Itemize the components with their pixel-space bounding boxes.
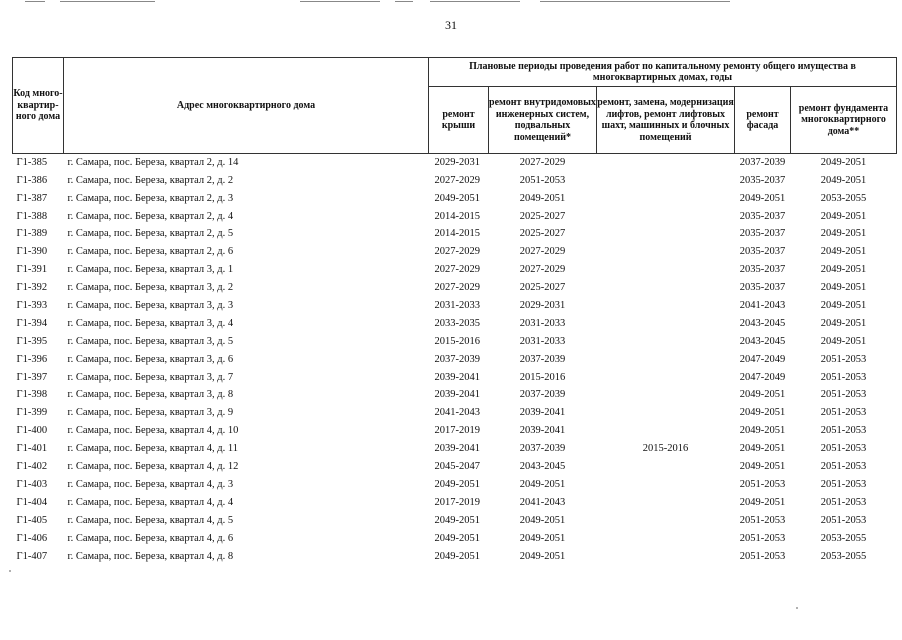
cell-lifts [597, 226, 735, 244]
cell-address: г. Самара, пос. Береза, квартал 3, д. 7 [67, 371, 234, 383]
cell-code: Г1-395 [16, 335, 48, 347]
cell-code: Г1-399 [16, 407, 48, 419]
page-number: 31 [445, 18, 457, 32]
cell-lifts [597, 387, 735, 405]
cell-roof: 2029-2031 [434, 156, 480, 168]
cell-facade: 2049-2051 [739, 496, 786, 508]
cell-facade: 2049-2051 [739, 443, 786, 455]
cell-lifts [597, 404, 735, 422]
cell-facade: 2035-2037 [739, 210, 786, 222]
table-row [13, 476, 897, 494]
cell-lifts [597, 458, 735, 476]
cell-code: Г1-407 [16, 550, 48, 562]
cell-engineering: 2049-2051 [519, 514, 566, 526]
cell-engineering: 2037-2039 [519, 353, 566, 365]
header-facade: ремонт фасада [735, 87, 791, 154]
cell-lifts [597, 548, 735, 566]
table-row [13, 315, 897, 333]
cell-roof: 2039-2041 [434, 371, 480, 383]
table-row [13, 440, 897, 458]
cell-facade: 2047-2049 [739, 371, 786, 383]
cell-engineering: 2037-2039 [519, 443, 566, 455]
table-row [13, 243, 897, 261]
cell-foundation: 2051-2053 [820, 478, 867, 490]
header-engineering: ремонт внутридомовых инженерных систем, подвальных помещений* [489, 87, 597, 154]
cell-facade: 2035-2037 [739, 228, 786, 240]
cell-foundation: 2049-2051 [820, 174, 867, 186]
table-row [13, 494, 897, 512]
cell-lifts [597, 243, 735, 261]
cell-foundation: 2049-2051 [820, 300, 867, 312]
cell-roof: 2027-2029 [434, 174, 480, 186]
cell-address: г. Самара, пос. Береза, квартал 3, д. 1 [67, 264, 234, 276]
cell-foundation: 2051-2053 [820, 389, 867, 401]
cell-address: г. Самара, пос. Береза, квартал 4, д. 5 [67, 514, 234, 526]
cell-lifts [597, 315, 735, 333]
header-foundation: ремонт фундамента многоквартирного дома** [791, 87, 897, 154]
cell-code: Г1-401 [16, 443, 48, 455]
cell-address: г. Самара, пос. Береза, квартал 3, д. 2 [67, 282, 234, 294]
cell-lifts [597, 297, 735, 315]
cell-engineering: 2027-2029 [519, 156, 566, 168]
cell-facade: 2035-2037 [739, 174, 786, 186]
table-row [13, 261, 897, 279]
cell-code: Г1-394 [16, 317, 48, 329]
table-row [13, 387, 897, 405]
cell-facade: 2051-2053 [739, 478, 786, 490]
table-row [13, 333, 897, 351]
cell-roof: 2014-2015 [434, 228, 480, 240]
cell-code: Г1-398 [16, 389, 48, 401]
table-row [13, 226, 897, 244]
header-code: Код много-квартир-ного дома [13, 58, 64, 154]
cell-engineering: 2031-2033 [519, 335, 566, 347]
cell-engineering: 2049-2051 [519, 532, 566, 544]
cell-engineering: 2041-2043 [519, 496, 566, 508]
cell-foundation: 2051-2053 [820, 407, 867, 419]
cell-roof: 2015-2016 [434, 335, 480, 347]
cell-engineering: 2025-2027 [519, 282, 566, 294]
cell-address: г. Самара, пос. Береза, квартал 3, д. 4 [67, 317, 234, 329]
cell-address: г. Самара, пос. Береза, квартал 3, д. 8 [67, 389, 234, 401]
cell-engineering: 2049-2051 [519, 550, 566, 562]
cell-engineering: 2051-2053 [519, 174, 566, 186]
cell-roof: 2049-2051 [434, 532, 480, 544]
cell-address: г. Самара, пос. Береза, квартал 2, д. 2 [67, 174, 234, 186]
cell-foundation: 2049-2051 [820, 246, 867, 258]
cell-code: Г1-385 [16, 156, 48, 168]
header-planned-periods: Плановые периоды проведения работ по капитальному ремонту общего имущества в многоквартирных домах, годы [429, 58, 897, 87]
cell-address: г. Самара, пос. Береза, квартал 2, д. 6 [67, 246, 234, 258]
table-row [13, 297, 897, 315]
header-roof: ремонт крыши [429, 87, 489, 154]
table-row [13, 369, 897, 387]
cell-roof: 2031-2033 [434, 300, 480, 312]
cell-foundation: 2051-2053 [820, 371, 867, 383]
cell-code: Г1-403 [16, 478, 48, 490]
cell-engineering: 2031-2033 [519, 317, 566, 329]
cell-address: г. Самара, пос. Береза, квартал 4, д. 8 [67, 550, 234, 562]
cell-lifts: 2015-2016 [642, 443, 689, 455]
cell-lifts [597, 476, 735, 494]
cell-roof: 2039-2041 [434, 389, 480, 401]
table-row [13, 458, 897, 476]
cell-address: г. Самара, пос. Береза, квартал 3, д. 5 [67, 335, 234, 347]
cell-engineering: 2037-2039 [519, 389, 566, 401]
cell-address: г. Самара, пос. Береза, квартал 4, д. 11 [67, 443, 238, 455]
cell-lifts [597, 261, 735, 279]
cell-address: г. Самара, пос. Береза, квартал 3, д. 9 [67, 407, 234, 419]
cell-address: г. Самара, пос. Береза, квартал 3, д. 6 [67, 353, 234, 365]
cell-facade: 2035-2037 [739, 246, 786, 258]
cell-facade: 2035-2037 [739, 282, 786, 294]
table-row [13, 208, 897, 226]
cell-facade: 2035-2037 [739, 264, 786, 276]
cell-facade: 2043-2045 [739, 317, 786, 329]
table-body [13, 154, 897, 566]
cell-engineering: 2039-2041 [519, 407, 566, 419]
cell-roof: 2049-2051 [434, 550, 480, 562]
cell-lifts [597, 154, 735, 172]
cell-address: г. Самара, пос. Береза, квартал 3, д. 3 [67, 300, 234, 312]
cell-facade: 2051-2053 [739, 550, 786, 562]
cell-code: Г1-390 [16, 246, 48, 258]
cell-lifts [597, 512, 735, 530]
cell-address: г. Самара, пос. Береза, квартал 2, д. 4 [67, 210, 234, 222]
cell-roof: 2014-2015 [434, 210, 480, 222]
cell-foundation: 2053-2055 [820, 192, 867, 204]
cell-foundation: 2053-2055 [820, 550, 867, 562]
cell-code: Г1-391 [16, 264, 48, 276]
cell-foundation: 2051-2053 [820, 353, 867, 365]
cell-facade: 2049-2051 [739, 389, 786, 401]
cell-code: Г1-389 [16, 228, 48, 240]
cell-address: г. Самара, пос. Береза, квартал 4, д. 4 [67, 496, 234, 508]
cell-facade: 2043-2045 [739, 335, 786, 347]
cell-roof: 2017-2019 [434, 496, 480, 508]
cell-foundation: 2049-2051 [820, 282, 867, 294]
cell-code: Г1-393 [16, 300, 48, 312]
cell-roof: 2049-2051 [434, 514, 480, 526]
cell-foundation: 2051-2053 [820, 514, 867, 526]
cell-code: Г1-400 [16, 425, 48, 437]
cell-facade: 2049-2051 [739, 407, 786, 419]
cell-roof: 2017-2019 [434, 425, 480, 437]
table-row [13, 154, 897, 172]
cell-foundation: 2051-2053 [820, 496, 867, 508]
cell-roof: 2045-2047 [434, 461, 480, 473]
cell-roof: 2049-2051 [434, 478, 480, 490]
cell-foundation: 2051-2053 [820, 425, 867, 437]
cell-foundation: 2049-2051 [820, 228, 867, 240]
table-row [13, 351, 897, 369]
cell-engineering: 2043-2045 [519, 461, 566, 473]
cell-engineering: 2025-2027 [519, 210, 566, 222]
cell-foundation: 2051-2053 [820, 443, 867, 455]
cell-facade: 2047-2049 [739, 353, 786, 365]
header-lifts: ремонт, замена, модернизация лифтов, ремонт лифтовых шахт, машинных и блочных помещений [597, 87, 735, 154]
cell-code: Г1-386 [16, 174, 48, 186]
capital-repair-schedule-table [12, 57, 897, 565]
cell-code: Г1-405 [16, 514, 48, 526]
cell-engineering: 2049-2051 [519, 478, 566, 490]
cell-engineering: 2025-2027 [519, 228, 566, 240]
scan-speck [9, 570, 11, 572]
cell-code: Г1-402 [16, 461, 48, 473]
table-row [13, 548, 897, 566]
cell-address: г. Самара, пос. Береза, квартал 2, д. 5 [67, 228, 234, 240]
table-row [13, 422, 897, 440]
cell-lifts [597, 351, 735, 369]
cell-lifts [597, 530, 735, 548]
table-row [13, 190, 897, 208]
cell-address: г. Самара, пос. Береза, квартал 4, д. 6 [67, 532, 234, 544]
table-row [13, 512, 897, 530]
cell-lifts [597, 279, 735, 297]
cell-roof: 2027-2029 [434, 246, 480, 258]
cell-facade: 2049-2051 [739, 425, 786, 437]
cell-lifts [597, 208, 735, 226]
cell-facade: 2049-2051 [739, 461, 786, 473]
cell-roof: 2027-2029 [434, 282, 480, 294]
cell-facade: 2051-2053 [739, 514, 786, 526]
cell-roof: 2049-2051 [434, 192, 480, 204]
cell-lifts [597, 494, 735, 512]
cell-roof: 2033-2035 [434, 317, 480, 329]
cell-roof: 2037-2039 [434, 353, 480, 365]
cell-address: г. Самара, пос. Береза, квартал 4, д. 3 [67, 478, 234, 490]
cell-engineering: 2027-2029 [519, 246, 566, 258]
cell-lifts [597, 190, 735, 208]
cell-foundation: 2049-2051 [820, 156, 867, 168]
cell-address: г. Самара, пос. Береза, квартал 4, д. 12 [67, 461, 239, 473]
cell-code: Г1-404 [16, 496, 48, 508]
cell-engineering: 2015-2016 [519, 371, 566, 383]
cell-foundation: 2049-2051 [820, 264, 867, 276]
table-row [13, 404, 897, 422]
cell-foundation: 2051-2053 [820, 461, 867, 473]
cell-engineering: 2029-2031 [519, 300, 566, 312]
cell-address: г. Самара, пос. Береза, квартал 4, д. 10 [67, 425, 239, 437]
cell-code: Г1-397 [16, 371, 48, 383]
cell-code: Г1-392 [16, 282, 48, 294]
cell-lifts [597, 422, 735, 440]
cell-foundation: 2053-2055 [820, 532, 867, 544]
cell-facade: 2041-2043 [739, 300, 786, 312]
cell-engineering: 2027-2029 [519, 264, 566, 276]
cell-roof: 2027-2029 [434, 264, 480, 276]
cell-facade: 2051-2053 [739, 532, 786, 544]
cell-foundation: 2049-2051 [820, 317, 867, 329]
cell-foundation: 2049-2051 [820, 210, 867, 222]
table-row [13, 172, 897, 190]
cell-foundation: 2049-2051 [820, 335, 867, 347]
cell-code: Г1-396 [16, 353, 48, 365]
cell-code: Г1-387 [16, 192, 48, 204]
cell-code: Г1-406 [16, 532, 48, 544]
cell-roof: 2039-2041 [434, 443, 480, 455]
header-address: Адрес многоквартирного дома [64, 58, 429, 154]
cell-facade: 2037-2039 [739, 156, 786, 168]
cell-lifts [597, 369, 735, 387]
cell-roof: 2041-2043 [434, 407, 480, 419]
table-row [13, 279, 897, 297]
cell-code: Г1-388 [16, 210, 48, 222]
cell-facade: 2049-2051 [739, 192, 786, 204]
scan-top-edge [0, 0, 902, 4]
cell-lifts [597, 172, 735, 190]
cell-address: г. Самара, пос. Береза, квартал 2, д. 14 [67, 156, 239, 168]
cell-engineering: 2039-2041 [519, 425, 566, 437]
table-row [13, 530, 897, 548]
cell-engineering: 2049-2051 [519, 192, 566, 204]
cell-address: г. Самара, пос. Береза, квартал 2, д. 3 [67, 192, 234, 204]
scan-speck [796, 607, 798, 609]
cell-lifts [597, 333, 735, 351]
